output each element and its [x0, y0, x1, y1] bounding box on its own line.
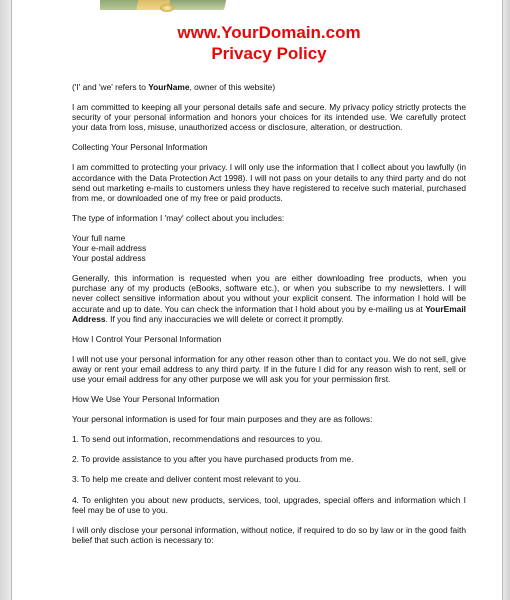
left-page-border [0, 0, 12, 600]
use-intro: Your personal information is used for four main purposes and they are as follows: [72, 414, 373, 425]
page-title: Privacy Policy [211, 44, 327, 63]
info-types-list [72, 233, 466, 263]
list-item: Your e-mail address [72, 243, 147, 254]
site-title: www.YourDomain.com [177, 23, 361, 42]
intro-text: ('I' and 'we' refers to [72, 82, 149, 92]
banknote-image [168, 0, 226, 10]
purpose-item-1: 1. To send out information, recommendations and resources to you. [72, 434, 323, 445]
money-banner-image [100, 0, 226, 14]
commitment-paragraph: I am committed to keeping all your personal details safe and secure. My privacy policy strictly protects the security of your personal information and honors your choices for its intended use. We carefully protect your data from loss, misuse, unauthorized access or disclosure, alteration, or destruction. [72, 102, 466, 133]
section-heading-control: How I Control Your Personal Information [72, 333, 222, 344]
section-heading-use: How We Use Your Personal Information [72, 394, 220, 405]
email-address: YourEmail Address [72, 303, 466, 324]
intro-paragraph [72, 82, 466, 92]
list-item: Your postal address [72, 253, 146, 264]
purpose-item-3: 3. To help me create and deliver content most relevant to you. [72, 474, 301, 485]
policy-body [72, 82, 466, 545]
right-scroll-edge [502, 0, 510, 600]
section-heading-collecting: Collecting Your Personal Information [72, 142, 208, 153]
control-paragraph: I will not use your personal information for any other reason other than to contact you. We do not sell, give away or rent your email address to any third party. If in the future I did for any reason wish to rent, sell or use your email address for any other purpose we will ask you for your permission first. [72, 353, 466, 384]
generally-paragraph [72, 273, 466, 323]
disclose-paragraph: I will only disclose your personal information, without notice, if required to do so by law or in the good faith belief that such action is necessary to: [72, 524, 466, 545]
privacy-policy-page [72, 22, 466, 555]
collecting-paragraph: I am committed to protecting your privacy. I will only use the information that I collect about you lawfully (in accordance with the Data Protection Act 1998). I will not pass on your details to any third party and do not send out marketing e-mails to customers unless they have registered to receive such material, purchased from me, or downloaded one of my free or paid products. [72, 162, 466, 203]
intro-text-end: , owner of this website) [189, 82, 276, 92]
purpose-item-2: 2. To provide assistance to you after you have purchased products from me. [72, 454, 354, 465]
generally-text-end: . If you find any inaccuracies we will delete or correct it promptly. [105, 313, 344, 324]
generally-text: Generally, this information is requested when you are either downloading free products, when you purchase any of my products (eBooks, software etc.), or when you subscribe to my newsletters. I will never collect sensitive information about you without your explicit consent. The information I hold will be accurate and up to date. You can check the information that I hold about you by e-mailing us at [72, 273, 466, 314]
types-intro: The type of information I 'may' collect about you includes: [72, 212, 285, 223]
list-item: Your full name [72, 232, 126, 243]
purpose-item-4: 4. To enlighten you about new products, services, tool, upgrades, special offers and information which I feel may be of use to you. [72, 494, 466, 515]
owner-name: YourName [148, 82, 190, 92]
coin-image [160, 4, 174, 12]
